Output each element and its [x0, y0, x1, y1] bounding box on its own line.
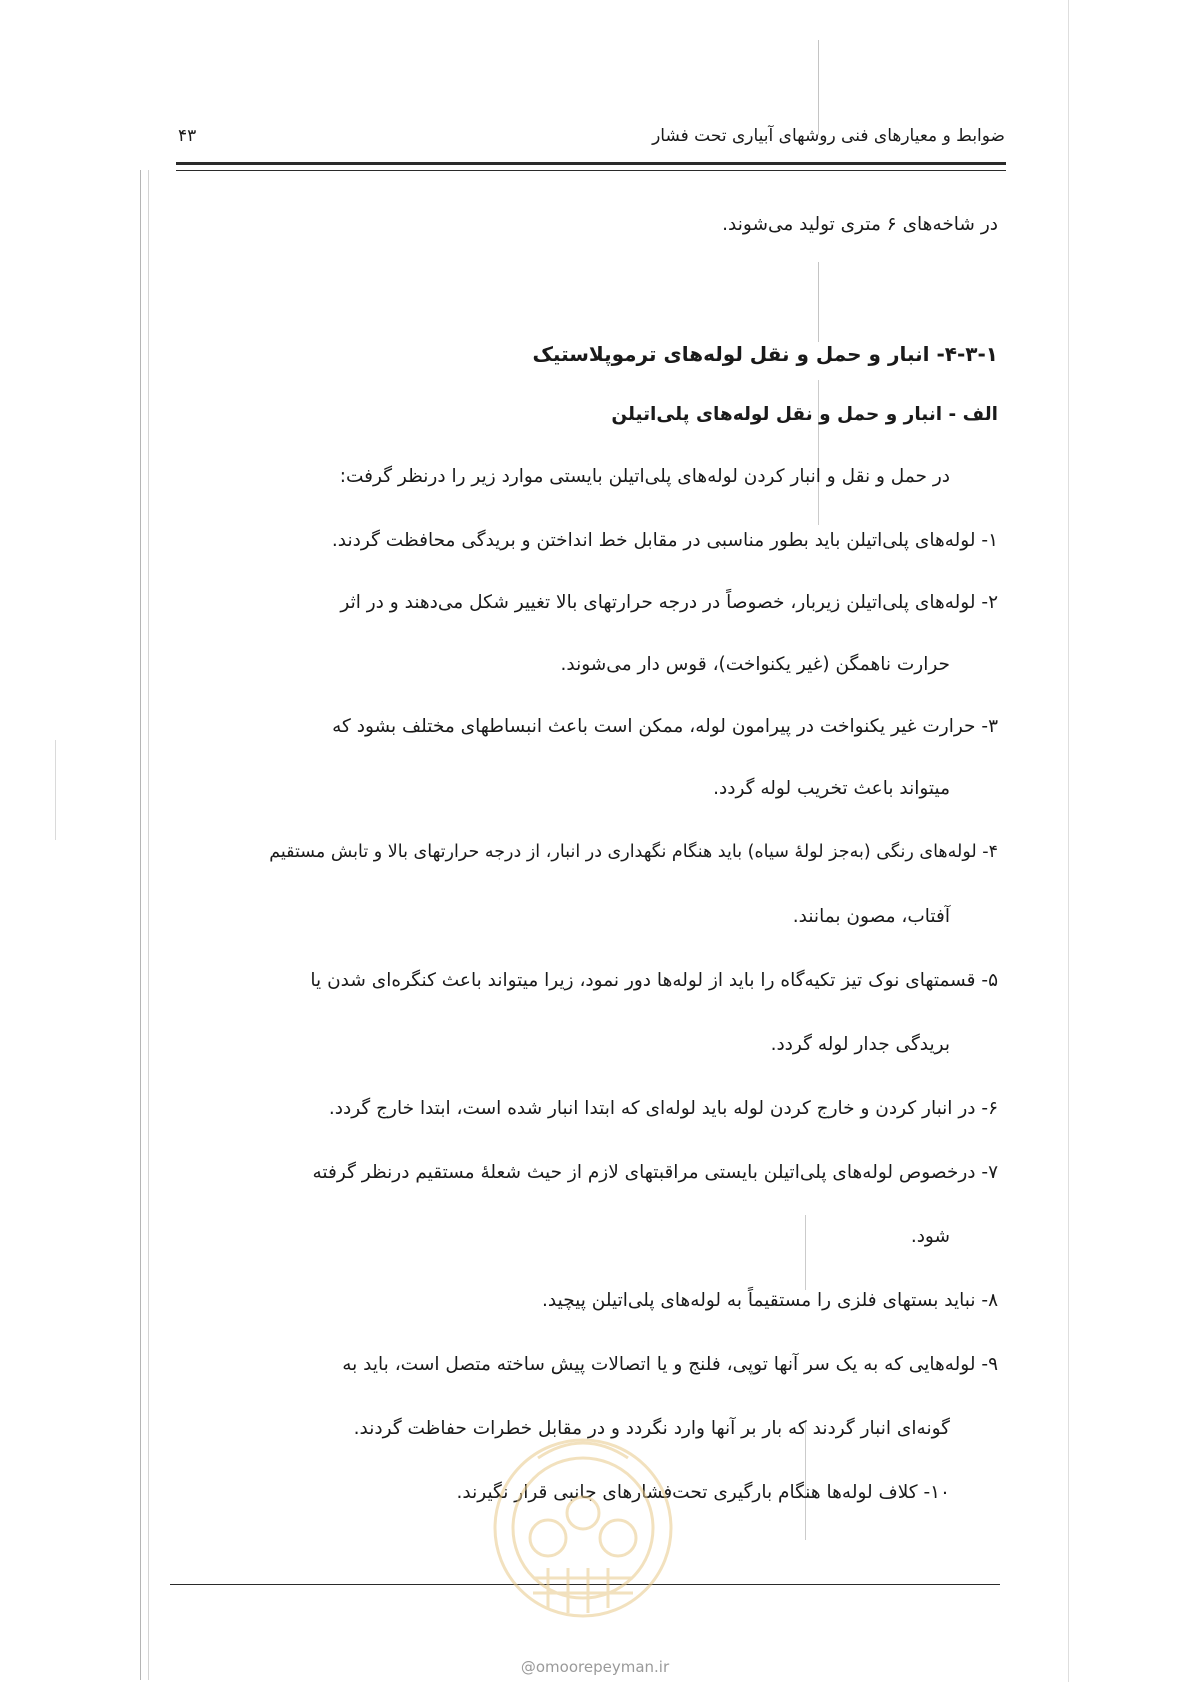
list-item: ۷- درخصوص لوله‌های پلی‌اتیلن بایستی مراقبتهای لازم از حیث شعلهٔ مستقیم درنظر گرفته [312, 1162, 998, 1183]
header-rule-thin [176, 170, 1006, 171]
list-item: ۶- در انبار کردن و خارج کردن لوله باید لوله‌ای که ابتدا انبار شده است، ابتدا خارج گردد. [328, 1098, 998, 1119]
list-item-continuation: آفتاب، مصون بمانند. [792, 906, 950, 927]
scan-line [818, 40, 819, 135]
scan-line [140, 170, 141, 1680]
list-item-continuation: بریدگی جدار لوله گردد. [770, 1034, 950, 1055]
list-item: ۳- حرارت غیر یکنواخت در پیرامون لوله، ممکن است باعث انبساطهای مختلف بشود که [332, 716, 998, 737]
list-item: ۱۰- کلاف لوله‌ها هنگام بارگیری تحت‌فشارهای جانبی قرار نگیرند. [456, 1482, 950, 1503]
list-item-continuation: میتواند باعث تخریب لوله گردد. [713, 778, 950, 799]
list-item: ۲- لوله‌های پلی‌اتیلن زیربار، خصوصاً در درجه حرارتهای بالا تغییر شکل می‌دهند و در اثر [340, 592, 998, 613]
list-item: ۱- لوله‌های پلی‌اتیلن باید بطور مناسبی در مقابل خط انداختن و بریدگی محافظت گردند. [331, 530, 998, 551]
page-number: ۴۳ [178, 126, 197, 146]
watermark-seal-icon [478, 1418, 688, 1628]
intro-line: در شاخه‌های ۶ متری تولید می‌شوند. [722, 214, 998, 235]
lead-sentence: در حمل و نقل و انبار کردن لوله‌های پلی‌اتیلن بایستی موارد زیر را درنظر گرفت: [339, 466, 950, 487]
scan-line [818, 262, 819, 342]
list-item: ۵- قسمتهای نوک تیز تکیه‌گاه را باید از لوله‌ها دور نمود، زیرا میتواند باعث کنگره‌ای شدن یا [310, 970, 998, 991]
watermark-url: @omoorepeyman.ir [520, 1658, 670, 1676]
list-item: ۴- لوله‌های رنگی (به‌جز لولهٔ سیاه) باید هنگام نگهداری در انبار، از درجه حرارتهای بالا و تابش مستقیم [269, 842, 998, 862]
list-item-continuation: حرارت ناهمگن (غیر یکنواخت)، قوس دار می‌شوند. [560, 654, 950, 675]
list-item-continuation: شود. [910, 1226, 950, 1247]
scan-line [805, 1215, 806, 1290]
running-header-title: ضوابط و معیارهای فنی روشهای آبیاری تحت فشار [652, 126, 1005, 146]
scan-line [55, 740, 56, 840]
scan-line [1068, 0, 1069, 1682]
section-heading: ۴-۳-۱- انبار و حمل و نقل لوله‌های ترموپلاستیک [532, 342, 998, 366]
scan-line [818, 380, 819, 525]
list-item-continuation: گونه‌ای انبار گردند که بار بر آنها وارد نگردد و در مقابل خطرات حفاظت گردند. [353, 1418, 950, 1439]
header-rule-thick [176, 162, 1006, 165]
subsection-heading: الف - انبار و حمل و نقل لوله‌های پلی‌اتیلن [611, 404, 998, 425]
list-item: ۸- نباید بستهای فلزی را مستقیماً به لوله‌های پلی‌اتیلن پیچید. [542, 1290, 998, 1311]
list-item: ۹- لوله‌هایی که به یک سر آنها توپی، فلنج و یا اتصالات پیش ساخته متصل است، باید به [342, 1354, 998, 1375]
scan-line [148, 170, 149, 1680]
